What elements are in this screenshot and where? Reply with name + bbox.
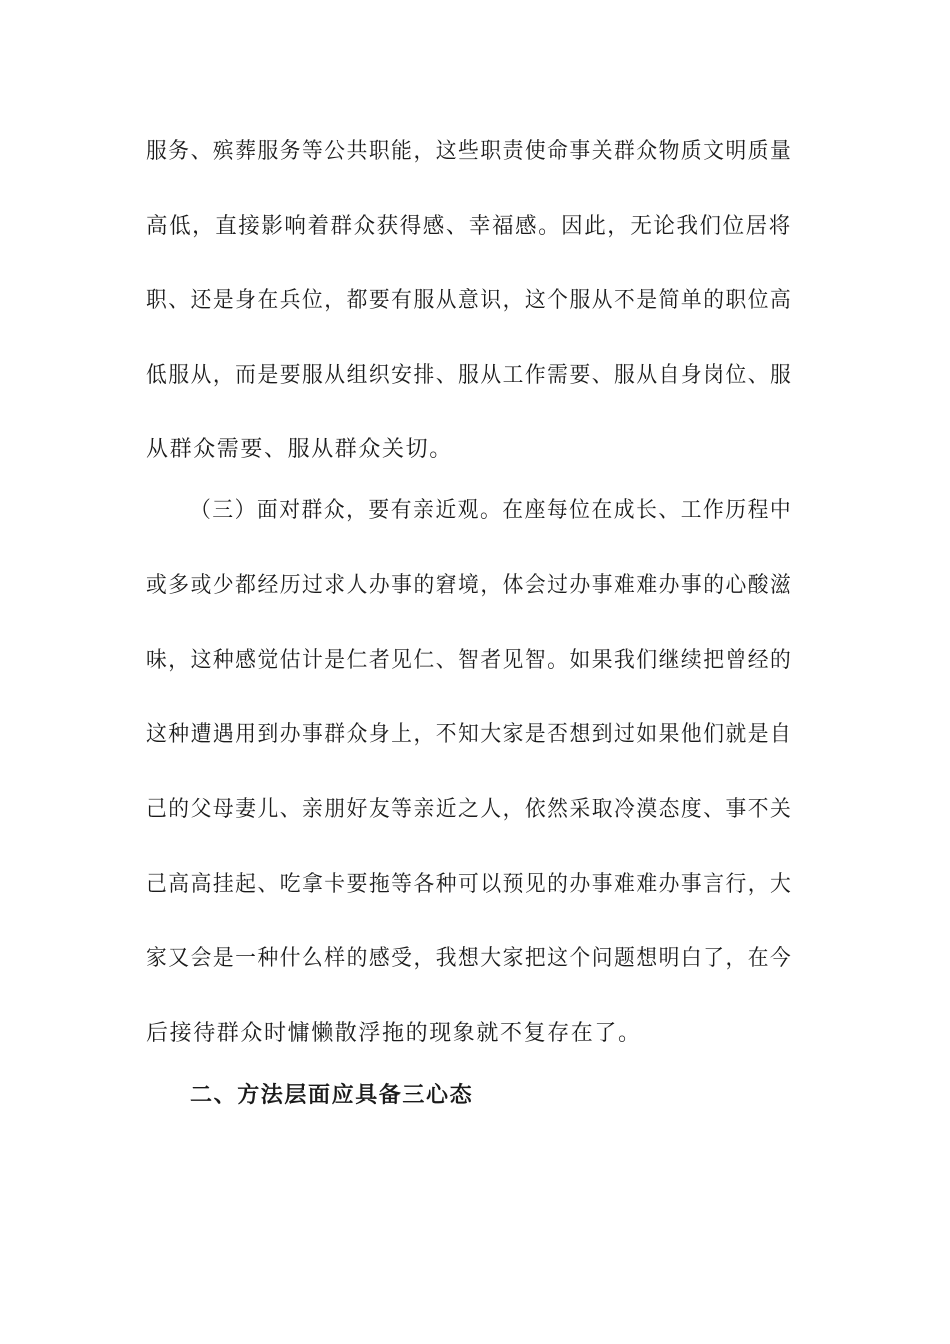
text-line: 高低，直接影响着群众获得感、幸福感。因此，无论我们位居将 bbox=[146, 214, 792, 239]
text-line: 家又会是一种什么样的感受，我想大家把这个问题想明白了，在今 bbox=[146, 946, 793, 971]
text-line: 这种遭遇用到办事群众身上，不知大家是否想到过如果他们就是自 bbox=[146, 722, 793, 747]
text-line: 己高高挂起、吃拿卡要拖等各种可以预见的办事难难办事言行，大 bbox=[146, 872, 793, 897]
text-line: 后接待群众时慵懒散浮拖的现象就不复存在了。 bbox=[146, 1021, 642, 1046]
text-line: 从群众需要、服从群众关切。 bbox=[146, 437, 453, 462]
text-line: 味，这种感觉估计是仁者见仁、智者见智。如果我们继续把曾经的 bbox=[146, 648, 793, 673]
text-line: （三）面对群众，要有亲近观。在座每位在成长、工作历程中 bbox=[190, 498, 793, 523]
text-line: 职、还是身在兵位，都要有服从意识，这个服从不是简单的职位高 bbox=[146, 288, 793, 313]
text-line: 或多或少都经历过求人办事的窘境，体会过办事难难办事的心酸滋 bbox=[146, 573, 793, 598]
section-heading: 二、方法层面应具备三心态 bbox=[190, 1083, 474, 1108]
text-line: 服务、殡葬服务等公共职能，这些职责使命事关群众物质文明质量 bbox=[146, 139, 793, 164]
text-line: 己的父母妻儿、亲朋好友等亲近之人，依然采取冷漠态度、事不关 bbox=[146, 797, 793, 822]
text-line: 低服从，而是要服从组织安排、服从工作需要、服从自身岗位、服 bbox=[146, 363, 793, 388]
